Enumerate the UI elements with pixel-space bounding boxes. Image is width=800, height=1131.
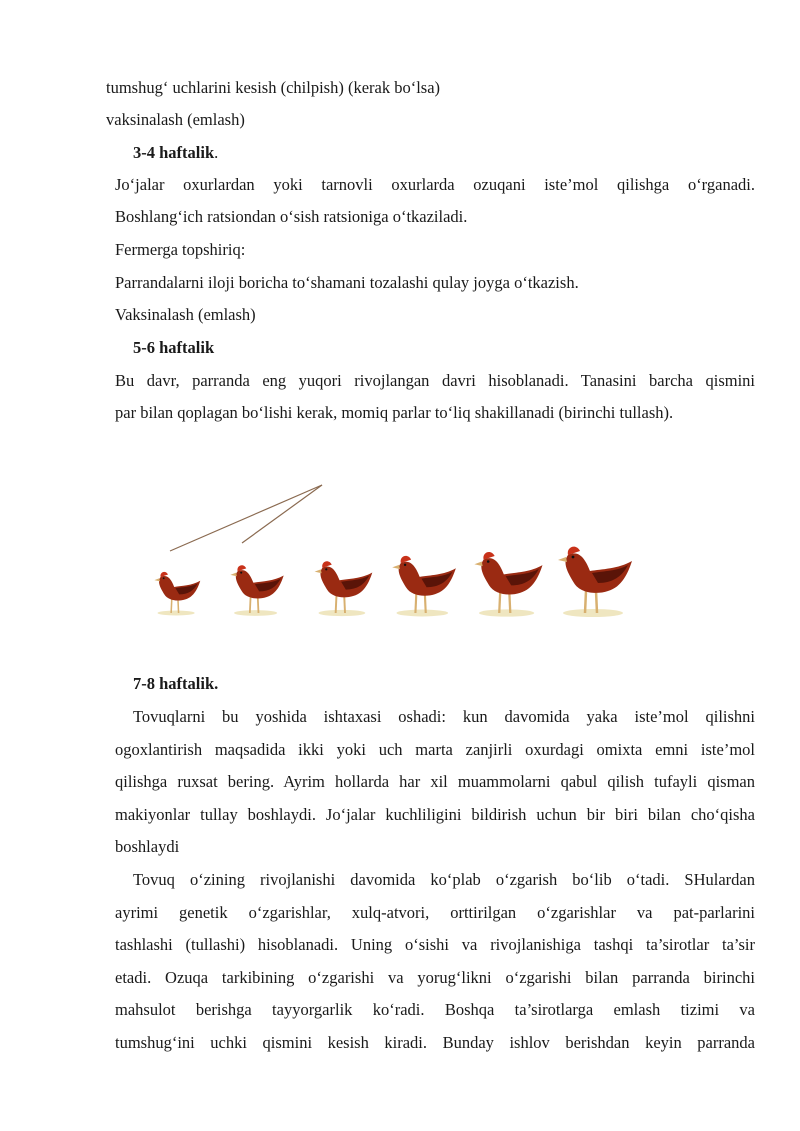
paragraph-line: Boshlang‘ich ratsiondan o‘sish ratsioniga o‘tkaziladi. [115,207,468,226]
paragraph-line: Tovuq o‘zining rivojlanishi davomida ko‘plab o‘zgarish bo‘lib o‘tadi. SHulardan [133,870,755,889]
chick-growth-illustration [140,475,640,625]
paragraph-line: Jo‘jalar oxurlardan yoki tarnovli oxurlarda ozuqani iste’mol qilishga o‘rganadi. [115,175,755,194]
paragraph-line: Tovuqlarni bu yoshida ishtaxasi oshadi: kun davomida yaka iste’mol qilishni [133,707,755,726]
text-line: vaksinalash (emlash) [106,110,245,129]
paragraph-line: tashlashi (tullashi) hisoblanadi. Uning o‘sishi va rivojlanishiga tashqi ta’sirotlar ta’sir [115,935,755,954]
section-heading-7-8: 7-8 haftalik. [133,674,219,693]
paragraph-line: makiyonlar tullay boshlaydi. Jo‘jalar kuchliligini bildirish uchun bir biri bilan cho‘qisha [115,805,755,824]
chick-6 [558,547,632,617]
text-line: tumshug‘ uchlarini kesish (chilpish) (kerak bo‘lsa) [106,78,441,97]
paragraph-line: par bilan qoplagan bo‘lishi kerak, momiq parlar to‘liq shakillanadi (birinchi tullash). [115,403,674,422]
chick-1 [154,572,200,616]
paragraph-line: Bu davr, parranda eng yuqori rivojlangan davri hisoblanadi. Tanasini barcha qismini [115,371,755,390]
paragraph-line: Vaksinalash (emlash) [115,305,256,324]
paragraph-line: tumshug‘ini uchki qismini kesish kiradi. Bunday ishlov berishdan keyin parranda [115,1033,755,1052]
chick-3 [315,561,373,616]
section-heading-5-6: 5-6 haftalik [133,338,215,357]
paragraph-line: ogoxlantirish maqsadida ikki yoki uch marta zanjirli oxurdagi omixta emni iste’mol [115,740,755,759]
chick-5 [474,552,542,617]
paragraph-line: Parrandalarni iloji boricha to‘shamani tozalashi qulay joyga o‘tkazish. [115,273,579,292]
section-heading-3-4: 3-4 haftalik. [133,143,219,162]
pointer-line [170,485,322,551]
paragraph-line: mahsulot berishga tayyorgarlik ko‘radi. Boshqa ta’sirotlarga emlash tizimi va [115,1000,755,1019]
paragraph-line: etadi. Ozuqa tarkibining o‘zgarishi va yorug‘likni o‘zgarishi bilan parranda birinchi [115,968,755,987]
paragraph-line: qilishga ruxsat bering. Ayrim hollarda har xil muammolarni qabul qilish tufayli qisman [115,772,755,791]
paragraph-line: boshlaydi [115,837,180,856]
chick-4 [392,556,456,617]
paragraph-line: ayrimi genetik o‘zgarishlar, xulq-atvori, orttirilgan o‘zgarishlar va pat-parlarini [115,903,755,922]
paragraph-line: Fermerga topshiriq: [115,240,246,259]
chick-2 [230,565,283,616]
